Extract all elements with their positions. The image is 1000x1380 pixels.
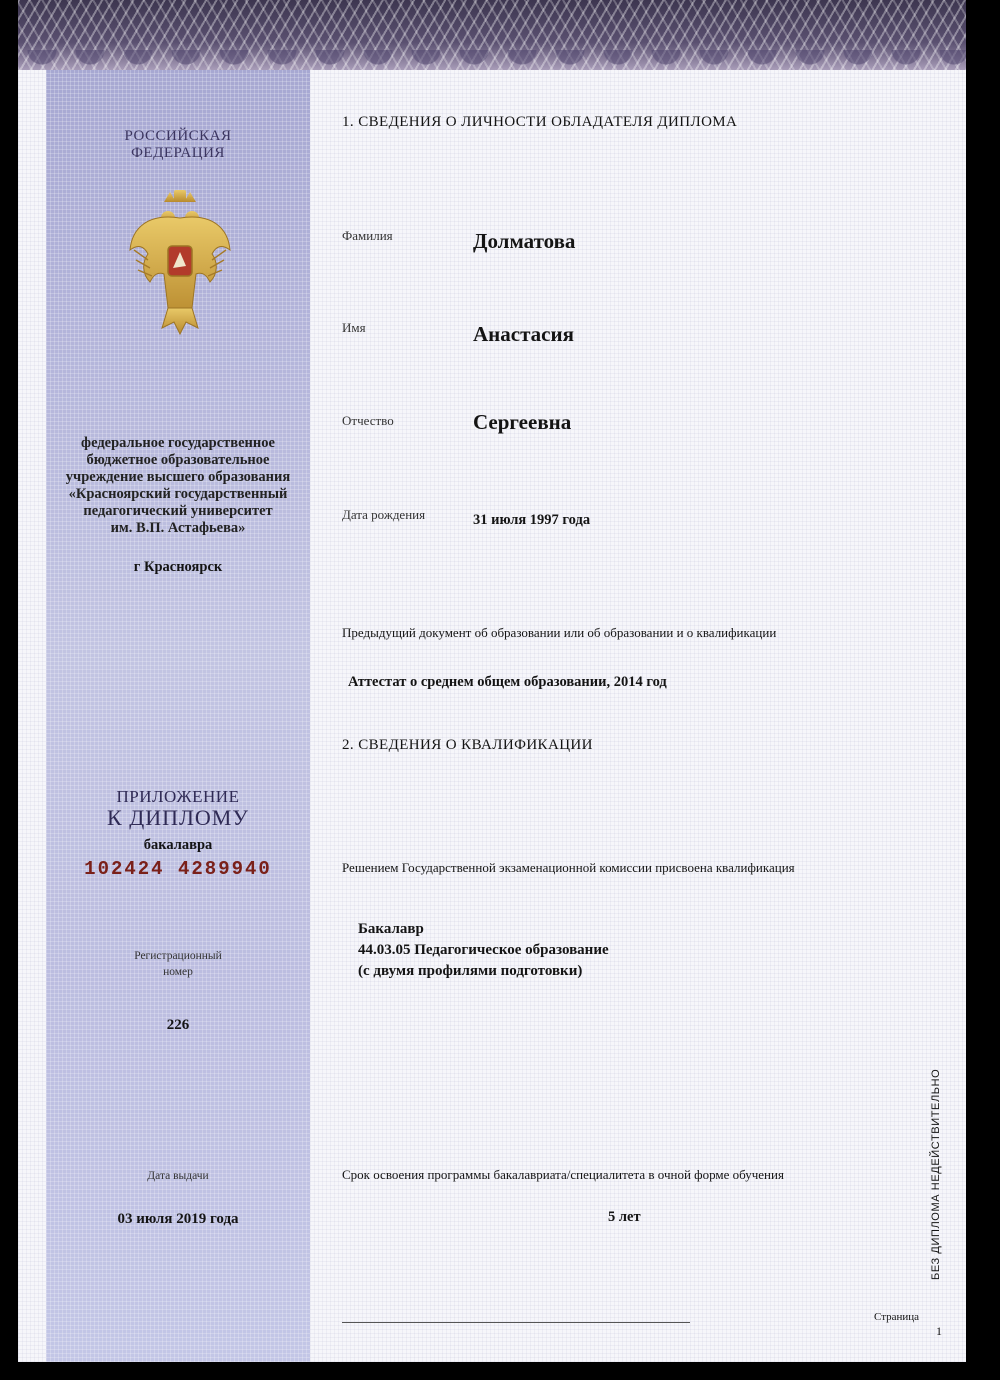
surname-value: Долматова [473, 229, 576, 253]
surname-label: Фамилия [342, 228, 393, 243]
patronymic-value: Сергеевна [473, 410, 572, 434]
registration-label: Регистрационный номер [134, 950, 222, 978]
page-number: 1 [936, 1324, 942, 1338]
issue-date: 03 июля 2019 года [117, 1211, 239, 1227]
validity-note: БЕЗ ДИПЛОМА НЕДЕЙСТВИТЕЛЬНО [930, 1068, 942, 1280]
qualification-details: Бакалавр 44.03.05 Педагогическое образование (с двумя профилями подготовки) [358, 921, 609, 979]
city: г Красноярск [133, 559, 223, 575]
previous-doc-label: Предыдущий документ об образовании или об образовании и о квалификации [342, 625, 777, 640]
qualification-section-title: 2. СВЕДЕНИЯ О КВАЛИФИКАЦИИ [342, 737, 593, 753]
birth-date-value: 31 июля 1997 года [473, 512, 591, 528]
degree-level: бакалавра [143, 837, 213, 853]
patronymic-label: Отчество [342, 413, 394, 428]
commission-decision-text: Решением Государственной экзаменационной комиссии присвоена квалификация [342, 860, 795, 875]
country-name: РОССИЙСКАЯ ФЕДЕРАЦИЯ [124, 128, 232, 161]
diploma-supplement-page [18, 0, 966, 1362]
left-info-panel [46, 70, 310, 1362]
issue-date-label: Дата выдачи [147, 1170, 209, 1182]
personal-section-title: 1. СВЕДЕНИЯ О ЛИЧНОСТИ ОБЛАДАТЕЛЯ ДИПЛОМА [342, 114, 738, 130]
name-label: Имя [342, 320, 366, 335]
study-duration-value: 5 лет [608, 1209, 641, 1225]
name-value: Анастасия [473, 322, 574, 346]
serial-number: 102424 4289940 [84, 858, 272, 880]
study-duration-label: Срок освоения программы бакалавриата/специалитета в очной форме обучения [342, 1167, 784, 1182]
appendix-subtitle: К ДИПЛОМУ [107, 805, 249, 830]
birth-date-label: Дата рождения [342, 507, 426, 522]
registration-number: 226 [166, 1017, 190, 1033]
bottom-rule [342, 1322, 690, 1323]
previous-doc-value: Аттестат о среднем общем образовании, 2014 год [348, 674, 667, 690]
page-label: Страница [874, 1311, 920, 1323]
organization-name: федеральное государственное бюджетное образовательное учреждение высшего образования «Красноярский государственный педагогический университет им. В.П. Астафьева» [65, 435, 291, 536]
appendix-title: ПРИЛОЖЕНИЕ [116, 787, 240, 806]
coat-of-arms-icon [128, 188, 232, 338]
